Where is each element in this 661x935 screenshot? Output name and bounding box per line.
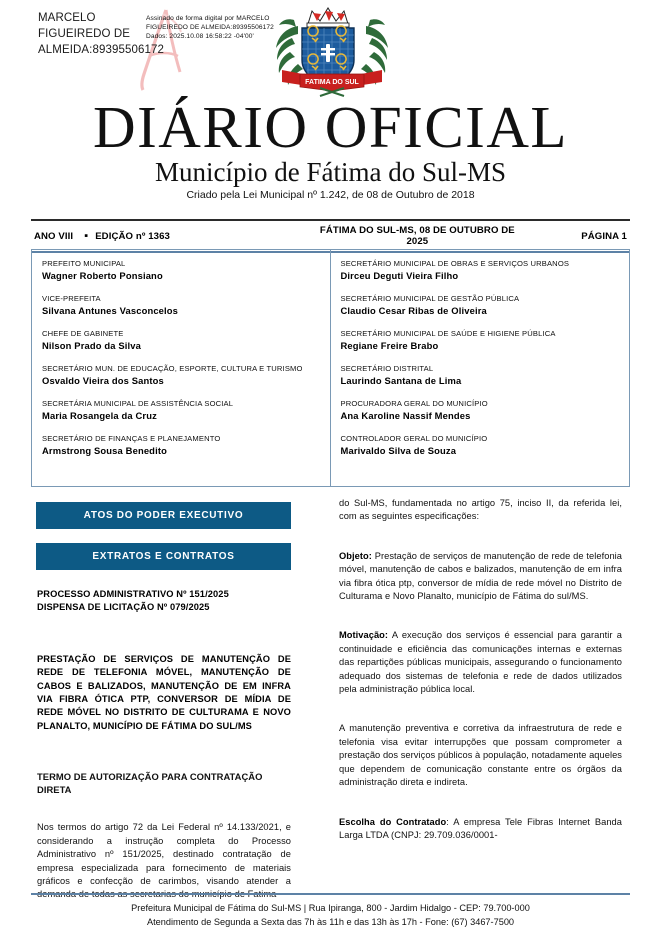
official-role: SECRETÁRIO MUNICIPAL DE SAÚDE E HIGIENE PÚBLICA <box>340 329 556 338</box>
official-name: Claudio Cesar Ribas de Oliveira <box>340 305 487 316</box>
official-name: Silvana Antunes Vasconcelos <box>42 305 179 316</box>
official-name: Regiane Freire Brabo <box>340 340 439 351</box>
official-name: Marivaldo Silva de Souza <box>340 445 457 456</box>
official-name: Laurindo Santana de Lima <box>340 375 462 386</box>
official-role: CONTROLADOR GERAL DO MUNICÍPIO <box>340 434 488 443</box>
spacer <box>37 796 291 821</box>
section-banner-extracts-contracts: EXTRATOS E CONTRATOS <box>36 543 291 570</box>
contractor-choice-text: : A empresa Tele Fibras Internet Banda Larga LTDA (CNPJ: 29.709.036/0001- <box>339 816 623 840</box>
official-role: VICE-PREFEITA <box>42 294 101 303</box>
footer-address-line: Prefeitura Municipal de Fátima do Sul-MS | Rua Ipiranga, 800 - Jardim Hidalgo - CEP: 79.700-000 <box>131 903 530 913</box>
official-name: Wagner Roberto Ponsiano <box>42 270 163 281</box>
page-number: PÁGINA 1 <box>581 230 627 242</box>
motivation-paragraph <box>339 629 622 696</box>
spacer <box>37 628 291 653</box>
official-entry <box>42 363 320 387</box>
edition-place-date: FÁTIMA DO SUL-MS, 08 DE OUTUBRO DE 2025 <box>319 225 515 247</box>
coat-of-arms-svg <box>268 2 396 100</box>
motivation-text: A execução dos serviços é essencial para garantir a continuidade e eficiência das comunicações internas e externas das repartições públicas municipais, assegurando o funcionamento adequado dos sistemas de telefonia e rede de dados utilizados pela administração pública local. <box>339 630 622 695</box>
official-name: Osvaldo Vieira dos Santos <box>42 375 164 386</box>
official-role: SECRETÁRIO MUNICIPAL DE OBRAS E SERVIÇOS URBANOS <box>340 259 570 268</box>
officials-table <box>31 249 630 487</box>
creation-law-line: Criado pela Lei Municipal nº 1.242, de 08 de Outubro de 2018 <box>186 189 475 201</box>
officials-column-right <box>331 250 630 486</box>
official-role: SECRETÁRIO MUN. DE EDUCAÇÃO, ESPORTE, CULTURA E TURISMO <box>42 364 303 373</box>
official-entry <box>42 433 320 457</box>
official-name: Nilson Prado da Silva <box>42 340 142 351</box>
spacer <box>339 803 622 816</box>
official-entry <box>341 258 620 282</box>
content-column-right <box>339 497 622 855</box>
section-banner-executive-acts: ATOS DO PODER EXECUTIVO <box>36 502 291 529</box>
object-caps-paragraph: PRESTAÇÃO DE SERVIÇOS DE MANUTENÇÃO DE REDE DE TELEFONIA MÓVEL, MANUTENÇÃO DE CABOS E BALIZADOS, MANUTENÇÃO DE EM INFRA VIA FIBRA ÓTICA PTP, CONVERSOR DE MÍDIA DE REDE MÓVEL NO DISTRITO DE CULTURAMA E NOVO PLANALTO, MUNICÍPIO DE FÁTIMA DO SUL/MS <box>37 653 291 731</box>
contractor-choice-label: Escolha do Contratado <box>339 816 447 827</box>
official-role: SECRETÁRIA MUNICIPAL DE ASSISTÊNCIA SOCIAL <box>42 399 234 408</box>
official-role: SECRETÁRIO DE FINANÇAS E PLANEJAMENTO <box>42 434 221 443</box>
continuation-paragraph: do Sul-MS, fundamentada no artigo 75, inciso II, da referida lei, com as seguintes especificações: <box>339 498 622 522</box>
ribbon-text: FATIMA DO SUL <box>305 79 359 86</box>
official-name: Maria Rosangela da Cruz <box>42 410 157 421</box>
official-role: PREFEITO MUNICIPAL <box>42 259 126 268</box>
official-name: Ana Karoline Nassif Mendes <box>340 410 471 421</box>
page-title: DIÁRIO OFICIAL <box>93 94 568 160</box>
official-entry <box>42 258 320 282</box>
signature-details: Assinado de forma digital por MARCELO FIGUEIREDO DE ALMEIDA:89395506172 Dados: 2025.10.08 16:58:22 -04'00' <box>146 15 274 41</box>
crown-icon <box>307 8 349 27</box>
maintenance-paragraph: A manutenção preventiva e corretiva da infraestrutura de rede e telefonia visa evitar interrupções que possam comprometer a prestação dos serviços públicos à população, notadamente aqueles que dependem de comunicação constante entre os órgãos da administração direta e indireta. <box>339 723 622 788</box>
official-name: Dirceu Deguti Vieira Filho <box>340 270 459 281</box>
content-column-left <box>37 588 291 915</box>
official-entry <box>341 433 620 457</box>
term-authorization-title: TERMO DE AUTORIZAÇÃO PARA CONTRATAÇÃO DIRETA <box>37 771 263 795</box>
official-entry <box>42 328 320 352</box>
edition-left-group <box>31 231 310 242</box>
process-number-line: PROCESSO ADMINISTRATIVO Nº 151/2025 <box>37 589 229 599</box>
edition-year: ANO VIII <box>34 230 74 242</box>
motivation-label: Motivação: <box>339 630 389 641</box>
official-role: SECRETÁRIO MUNICIPAL DE GESTÃO PÚBLICA <box>340 294 520 303</box>
official-entry <box>341 328 620 352</box>
digital-signature-block <box>38 8 288 100</box>
contractor-choice-paragraph <box>339 816 622 843</box>
officials-column-left <box>32 250 331 486</box>
object-label: Objeto: <box>339 550 372 561</box>
term-authorization-body: Nos termos do artigo 72 da Lei Federal nº 14.133/2021, e considerando a instrução completa do Processo Administrativo nº 151/2025, destinado contratação de empresa especializada para fornecimento de materiais gráficos e confecção de carimbos, visando atender a demanda de todas as secretarias do município de Fatima <box>37 822 291 900</box>
footer-hours-line: Atendimento de Segunda a Sexta das 7h às 11h e das 13h às 17h - Fone: (67) 3467-7500 <box>146 917 515 927</box>
spacer <box>339 616 622 629</box>
official-name: Armstrong Sousa Benedito <box>42 445 167 456</box>
official-entry <box>341 293 620 317</box>
official-role: SECRETÁRIO DISTRITAL <box>340 364 434 373</box>
object-text: Prestação de serviços de manutenção de rede de telefonia móvel, manutenção de cabos e balizados, manutenção de em infra via fibra ótica ptp, conversor de mídia de rede móvel no Distrito de Culturama e Novo Planalto, município de Fátima do sul/MS. <box>339 550 622 602</box>
bid-waiver-line: DISPENSA DE LICITAÇÃO Nº 079/2025 <box>37 602 210 613</box>
official-entry <box>42 293 320 317</box>
spacer <box>339 537 622 550</box>
page-footer <box>31 893 630 929</box>
official-entry <box>341 363 620 387</box>
coat-of-arms <box>268 2 396 100</box>
edition-bar <box>31 219 630 253</box>
official-entry <box>42 398 320 422</box>
spacer <box>339 709 622 722</box>
signature-certificate-name: MARCELO FIGUEIREDO DE ALMEIDA:89395506172 <box>38 12 164 56</box>
official-entry <box>341 398 620 422</box>
page-subtitle: Município de Fátima do Sul-MS <box>155 157 506 187</box>
spacer <box>37 746 291 771</box>
official-role: CHEFE DE GABINETE <box>42 329 124 338</box>
object-paragraph <box>339 550 622 604</box>
edition-number: EDIÇÃO nº 1363 <box>95 230 170 242</box>
official-role: PROCURADORA GERAL DO MUNICÍPIO <box>340 399 488 408</box>
edition-separator-icon: ▪ <box>84 229 89 242</box>
